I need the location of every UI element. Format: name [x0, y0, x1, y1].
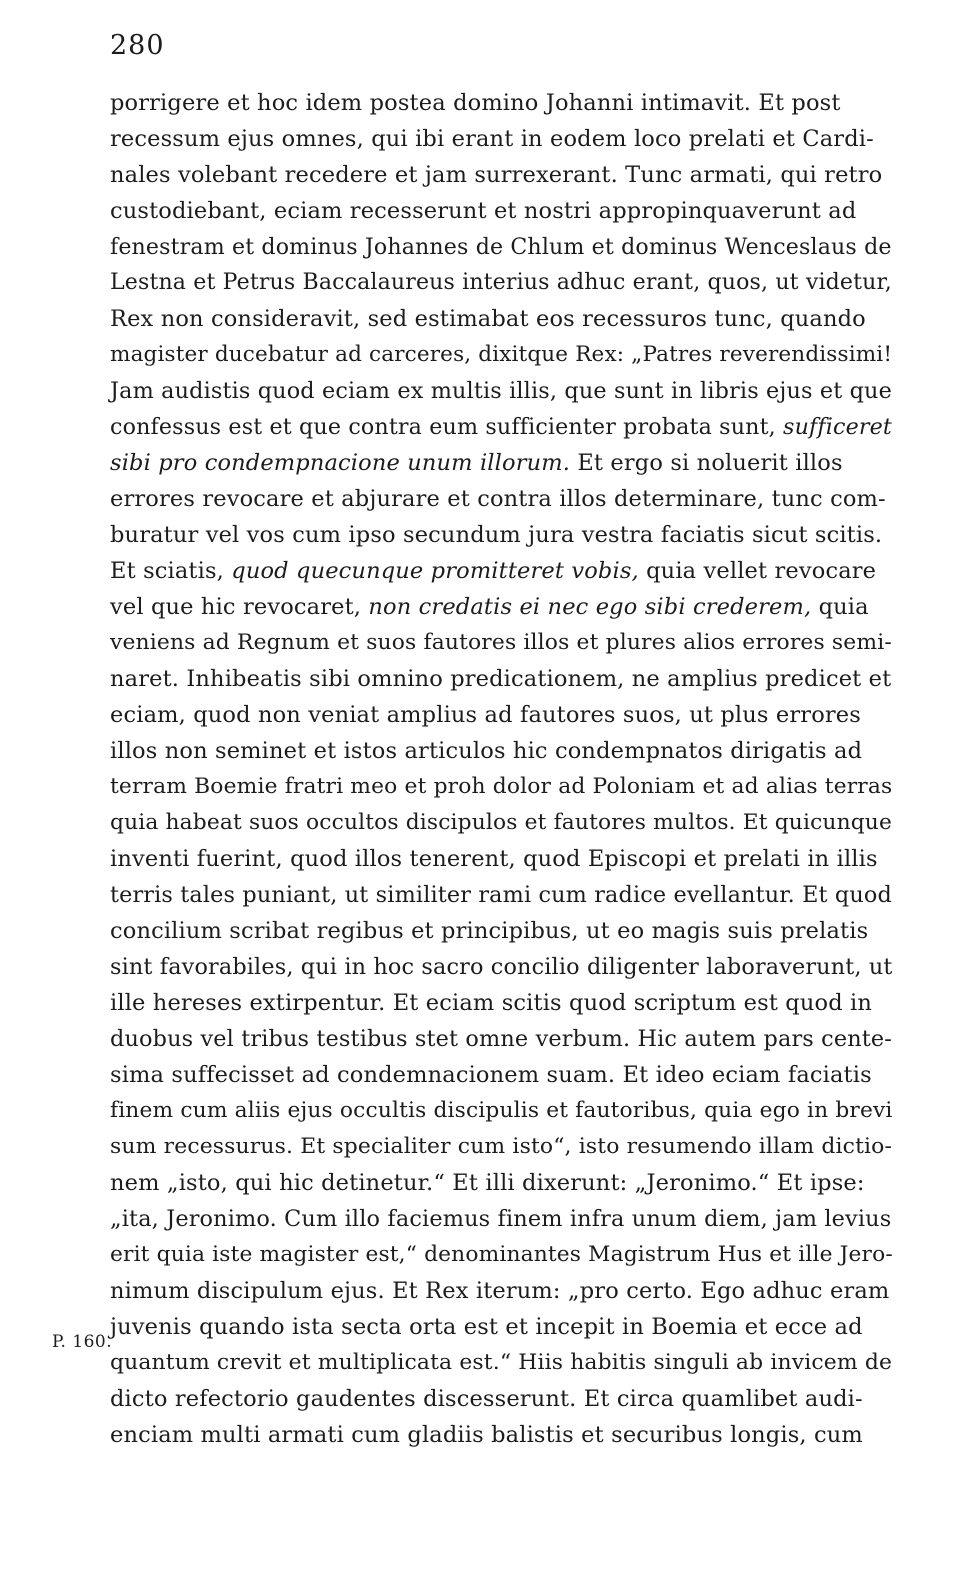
text-segment: Jam audistis quod eciam ex multis illis, que sunt in libris ejus et que	[110, 378, 892, 404]
text-segment: quia vellet revocare	[638, 558, 877, 584]
text-line	[110, 85, 892, 121]
text-line	[110, 769, 892, 805]
text-segment: custodiebant, eciam recesserunt et nostri appropinquaverunt ad	[110, 198, 857, 224]
text-segment: finem cum aliis ejus occultis discipulis et fautoribus, quia ego in brevi	[110, 1098, 893, 1123]
text-line	[110, 985, 892, 1021]
italic-phrase: non credatis ei nec ego sibi crederem,	[368, 594, 812, 620]
text-segment: illos non seminet et istos articulos hic condempnatos dirigatis ad	[110, 738, 863, 764]
text-line	[110, 841, 892, 877]
text-line	[110, 1093, 892, 1129]
text-line	[110, 1417, 892, 1453]
text-line	[110, 409, 892, 445]
text-line	[110, 1381, 892, 1417]
text-line	[110, 625, 892, 661]
text-line	[110, 553, 892, 589]
text-line	[110, 337, 892, 373]
text-segment: quantum crevit et multiplicata est.“ Hiis habitis singuli ab invicem de	[110, 1350, 893, 1375]
text-line	[110, 1345, 892, 1381]
text-line	[110, 517, 892, 553]
text-segment: terris tales puniant, ut similiter rami cum radice evellantur. Et quod	[110, 882, 892, 908]
text-line	[110, 1129, 892, 1165]
text-line	[110, 1165, 892, 1201]
text-segment: Lestna et Petrus Baccalaureus interius adhuc erant, quos, ut videtur,	[110, 270, 892, 295]
text-segment: terram Boemie fratri meo et proh dolor ad Poloniam et ad alias terras	[110, 774, 893, 799]
text-line	[110, 1201, 892, 1237]
text-line	[110, 661, 892, 697]
text-line	[110, 589, 892, 625]
text-segment: „ita, Jeronimo. Cum illo faciemus finem infra unum diem, jam levius	[110, 1206, 892, 1232]
text-segment: buratur vel vos cum ipso secundum jura vestra faciatis sicut scitis.	[110, 522, 883, 548]
text-line	[110, 265, 892, 301]
text-segment: quia	[811, 594, 869, 620]
text-segment: erit quia iste magister est,“ denominantes Magistrum Hus et ille Jero-	[110, 1242, 893, 1267]
text-line	[110, 193, 892, 229]
page-number: 280	[110, 30, 165, 61]
text-segment: eciam, quod non veniat amplius ad fautores suos, ut plus errores	[110, 702, 861, 728]
text-line	[110, 121, 892, 157]
text-line	[110, 949, 892, 985]
text-line	[110, 1273, 892, 1309]
text-line	[110, 1237, 892, 1273]
text-segment: naret. Inhibeatis sibi omnino predicationem, ne amplius predicet et	[110, 666, 892, 692]
text-segment: fenestram et dominus Johannes de Chlum et dominus Wenceslaus de	[110, 234, 892, 260]
text-line	[110, 1021, 892, 1057]
text-segment: Rex non consideravit, sed estimabat eos recessuros tunc, quando	[110, 306, 866, 332]
text-line	[110, 445, 892, 481]
text-segment: vel que hic revocaret,	[110, 594, 369, 620]
text-line	[110, 301, 892, 337]
text-segment: sum recessurus. Et specialiter cum isto“, isto resumendo illam dictio-	[110, 1134, 893, 1159]
text-segment: Et ergo si noluerit illos	[570, 450, 843, 476]
text-segment: nem „isto, qui hic detinetur.“ Et illi dixerunt: „Jeronimo.“ Et ipse:	[110, 1170, 865, 1196]
text-line	[110, 805, 892, 841]
body-text	[110, 85, 892, 1453]
text-segment: confessus est et que contra eum sufficienter probata sunt,	[110, 414, 784, 440]
margin-page-reference: P. 160.	[52, 1332, 113, 1352]
text-segment: dicto refectorio gaudentes discesserunt. Et circa quamlibet audi-	[110, 1386, 863, 1412]
text-segment: sima suffecisset ad condemnacionem suam. Et ideo eciam faciatis	[110, 1062, 872, 1088]
text-segment: errores revocare et abjurare et contra illos determinare, tunc com-	[110, 486, 886, 512]
text-segment: quia habeat suos occultos discipulos et fautores multos. Et quicunque	[110, 810, 892, 835]
text-line	[110, 1057, 892, 1093]
italic-phrase: sufficeret	[783, 414, 892, 440]
italic-phrase: quod quecunque promitteret vobis,	[231, 558, 639, 584]
text-line	[110, 697, 892, 733]
text-segment: ille hereses extirpentur. Et eciam scitis quod scriptum est quod in	[110, 990, 873, 1016]
text-line	[110, 733, 892, 769]
text-segment: inventi fuerint, quod illos tenerent, quod Episcopi et prelati in illis	[110, 846, 878, 872]
italic-phrase: sibi pro condempnacione unum illorum.	[110, 450, 571, 476]
text-segment: veniens ad Regnum et suos fautores illos et plures alios errores semi-	[110, 630, 892, 655]
text-segment: concilium scribat regibus et principibus, ut eo magis suis prelatis	[110, 918, 869, 944]
text-segment: porrigere et hoc idem postea domino Johanni intimavit. Et post	[110, 90, 841, 116]
text-line	[110, 157, 892, 193]
text-line	[110, 913, 892, 949]
text-segment: Et sciatis,	[110, 558, 232, 584]
text-segment: recessum ejus omnes, qui ibi erant in eodem loco prelati et Cardi-	[110, 126, 874, 152]
text-line	[110, 481, 892, 517]
text-line	[110, 877, 892, 913]
text-segment: nimum discipulum ejus. Et Rex iterum: „pro certo. Ego adhuc eram	[110, 1278, 890, 1304]
text-segment: juvenis quando ista secta orta est et incepit in Boemia et ecce ad	[110, 1314, 863, 1340]
text-segment: duobus vel tribus testibus stet omne verbum. Hic autem pars cente-	[110, 1026, 892, 1052]
text-segment: enciam multi armati cum gladiis balistis et securibus longis, cum	[110, 1422, 863, 1448]
text-segment: magister ducebatur ad carceres, dixitque Rex: „Patres reverendissimi!	[110, 342, 893, 367]
text-line	[110, 229, 892, 265]
text-line	[110, 373, 892, 409]
text-segment: nales volebant recedere et jam surrexerant. Tunc armati, qui retro	[110, 162, 883, 188]
text-segment: sint favorabiles, qui in hoc sacro concilio diligenter laboraverunt, ut	[110, 954, 893, 980]
text-line	[110, 1309, 892, 1345]
